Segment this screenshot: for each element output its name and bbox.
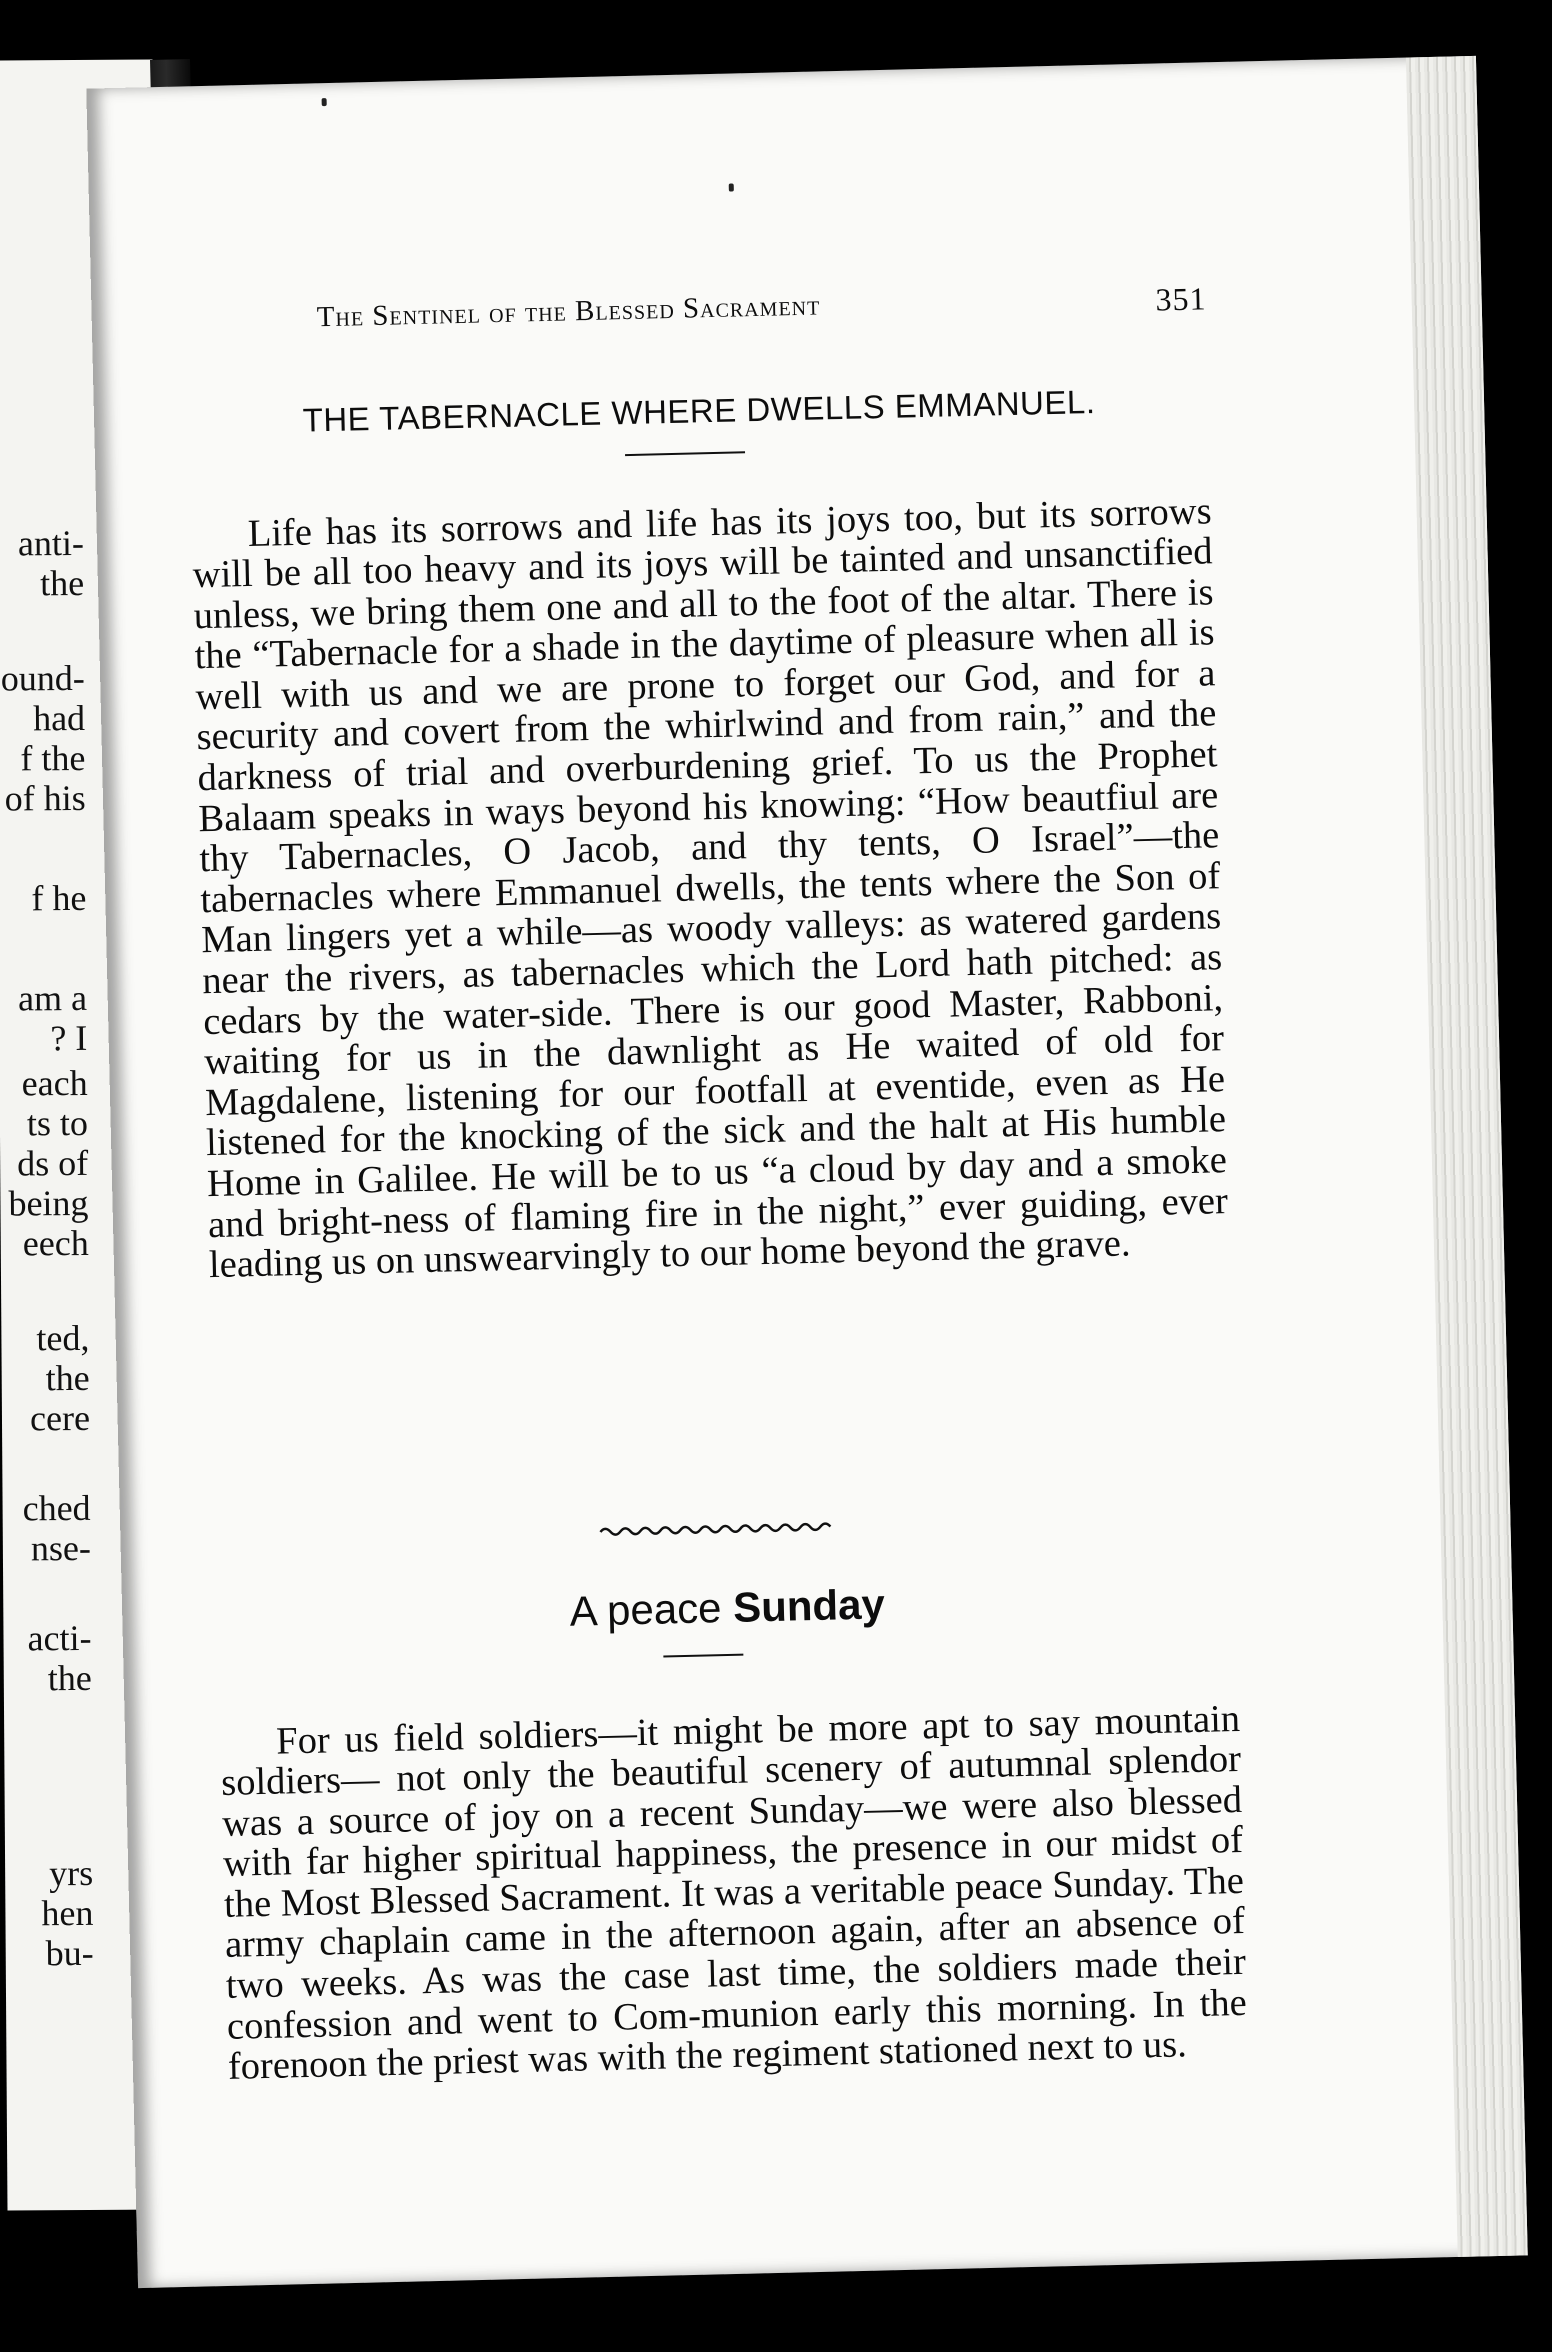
ink-speck bbox=[729, 183, 734, 191]
title-rule bbox=[625, 451, 745, 456]
left-page-fragment: eech bbox=[22, 1222, 89, 1264]
page-content bbox=[181, 62, 1248, 2089]
article-2-title bbox=[217, 1572, 1238, 1644]
left-page-fragment: the bbox=[45, 1357, 90, 1399]
page-number: 351 bbox=[1155, 280, 1207, 318]
running-head bbox=[316, 280, 1207, 338]
left-page-fragment: ched bbox=[22, 1487, 91, 1529]
left-page-fragment: had bbox=[32, 697, 86, 739]
wavy-ornament bbox=[595, 1511, 836, 1547]
left-page-fragment: each bbox=[21, 1062, 88, 1104]
left-page-fragment: am a bbox=[17, 977, 88, 1019]
left-page-fragment: anti- bbox=[17, 522, 85, 564]
left-page-fragment: the bbox=[40, 562, 85, 604]
left-page-fragment: f he bbox=[31, 877, 87, 919]
left-page-fragment: ds of bbox=[17, 1142, 89, 1184]
article-2-body: For us field soldiers—it might be more apt to say mountain soldiers— not only the beautiful scenery of autumnal splendor was a source of joy on a recent Sunday—we were also blessed with far higher spiritual happiness, the presence in our midst of the Most Blessed Sacrament. It was a veritable peace Sunday. The army chaplain came in the afternoon again, after an absence of two weeks. As was the case last time, the soldiers made their confession and went to Com-munion early this morning. In the forenoon the priest was with the regiment stationed next to us. bbox=[220, 1697, 1248, 2089]
title-rule bbox=[663, 1654, 743, 1658]
left-page-fragment: of his bbox=[4, 777, 86, 819]
left-page-fragment: hen bbox=[41, 1892, 94, 1934]
left-page-fragment: ted, bbox=[36, 1317, 90, 1359]
article-2-title-prefix: A peace bbox=[569, 1584, 723, 1635]
left-page-fragment: nse- bbox=[30, 1527, 92, 1569]
article-1-title: THE TABERNACLE WHERE DWELLS EMMANUEL. bbox=[302, 382, 1096, 439]
running-head-title: The Sentinel of the Blessed Sacrament bbox=[316, 289, 821, 334]
left-page-fragment: cere bbox=[29, 1397, 91, 1439]
left-page-fragment: ound- bbox=[0, 657, 85, 699]
ink-speck bbox=[322, 98, 327, 106]
article-1-body: Life has its sorrows and life has its joys too, but its sorrows will be all too heavy and its joys will be tainted and unsanctified unless, we bring them one and all to the foot of the altar. There is the “Tabernacle for a shade in the daytime of pleasure when all is well with us and we are prone to forget our God, and for a security and covert from the whirlwind and from rain,” and the darkness of trial and overburdening grief. To us the Prophet Balaam speaks in ways beyond his knowing: “How beautfiul are thy Tabernacles, O Jacob, and thy tents, O Israel”—the tabernacles where Emmanuel dwells, the tents where the Son of Man lingers yet a while—as woody valleys: as watered gardens near the rivers, as tabernacles which the Lord hath pitched: as cedars by the water-side. There is our good Master, Rabboni, waiting for us in the dawnlight as He waited of old for Magdalene, listening for our footfall at eventide, even as He listened for the knocking of the sick and the halt at His humble Home in Galilee. He will be to us “a cloud by day and a smoke and bright-ness of flaming fire in the night,” ever guiding, ever leading us on unswearvingly to our home beyond the grave. bbox=[192, 489, 1229, 1287]
article-2-title-bold: Sunday bbox=[732, 1580, 886, 1631]
left-page-fragment: yrs bbox=[49, 1852, 94, 1894]
page-edge-stack bbox=[1406, 56, 1528, 2257]
main-page bbox=[86, 56, 1527, 2288]
left-page-fragment: bu- bbox=[45, 1932, 94, 1974]
left-page-fragment: f the bbox=[20, 737, 86, 779]
left-page-fragment: the bbox=[47, 1657, 92, 1699]
left-page-fragment: ? I bbox=[50, 1017, 88, 1059]
left-page-fragment: being bbox=[8, 1182, 89, 1224]
left-page-fragment: ts to bbox=[26, 1102, 89, 1144]
left-page-fragment: acti- bbox=[27, 1617, 92, 1659]
